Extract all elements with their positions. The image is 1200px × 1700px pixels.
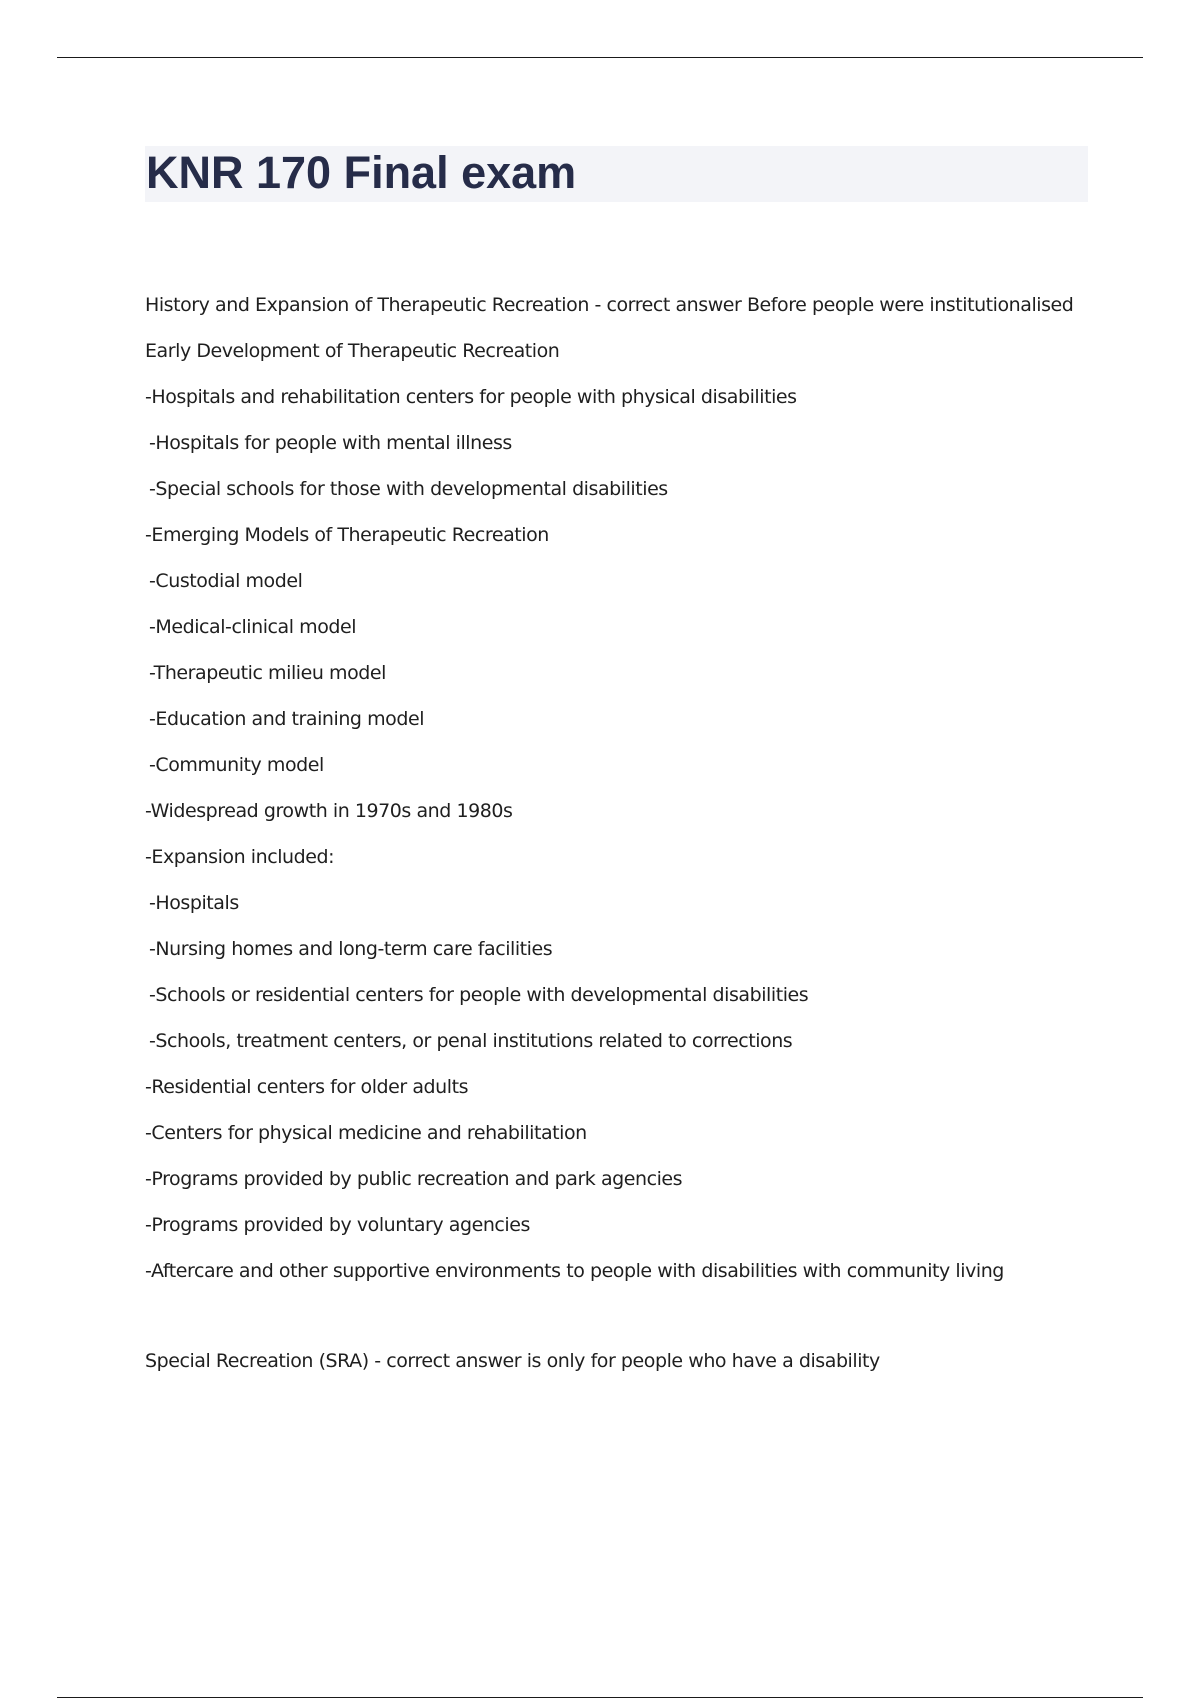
entry-line: -Hospitals for people with mental illness: [149, 432, 512, 454]
entry-line: -Emerging Models of Therapeutic Recreation: [145, 524, 549, 546]
paragraph-gap: [145, 1300, 1105, 1344]
entry-line-early-development: Early Development of Therapeutic Recreation: [145, 340, 560, 362]
document-body: [145, 288, 1105, 1390]
entry-line: -Residential centers for older adults: [145, 1076, 469, 1098]
footer-rule: [57, 1697, 1143, 1698]
entry-line: -Schools, treatment centers, or penal institutions related to corrections: [149, 1030, 793, 1052]
entry-line: -Hospitals: [149, 892, 239, 914]
entry-line: -Education and training model: [149, 708, 425, 730]
entry-line: -Expansion included:: [145, 846, 335, 868]
entry-line: -Special schools for those with developmental disabilities: [149, 478, 668, 500]
entry-line: -Programs provided by public recreation and park agencies: [145, 1168, 683, 1190]
entry-line: -Custodial model: [149, 570, 303, 592]
entry-line-special-recreation: Special Recreation (SRA) - correct answer is only for people who have a disability: [145, 1350, 880, 1372]
entry-line: -Community model: [149, 754, 324, 776]
entry-line: -Widespread growth in 1970s and 1980s: [145, 800, 513, 822]
entry-line: -Centers for physical medicine and rehabilitation: [145, 1122, 587, 1144]
entry-line: -Medical-clinical model: [149, 616, 357, 638]
entry-line: -Hospitals and rehabilitation centers for people with physical disabilities: [145, 386, 797, 408]
document-title: KNR 170 Final exam: [146, 147, 577, 198]
entry-line: -Schools or residential centers for people with developmental disabilities: [149, 984, 809, 1006]
entry-line: -Therapeutic milieu model: [149, 662, 386, 684]
entry-line-history: History and Expansion of Therapeutic Recreation - correct answer Before people were institutionalised: [145, 294, 1074, 316]
entry-line: -Nursing homes and long-term care facilities: [149, 938, 553, 960]
entry-line: -Programs provided by voluntary agencies: [145, 1214, 530, 1236]
entry-line: -Aftercare and other supportive environments to people with disabilities with community living: [145, 1260, 1004, 1282]
header-rule: [57, 57, 1143, 58]
